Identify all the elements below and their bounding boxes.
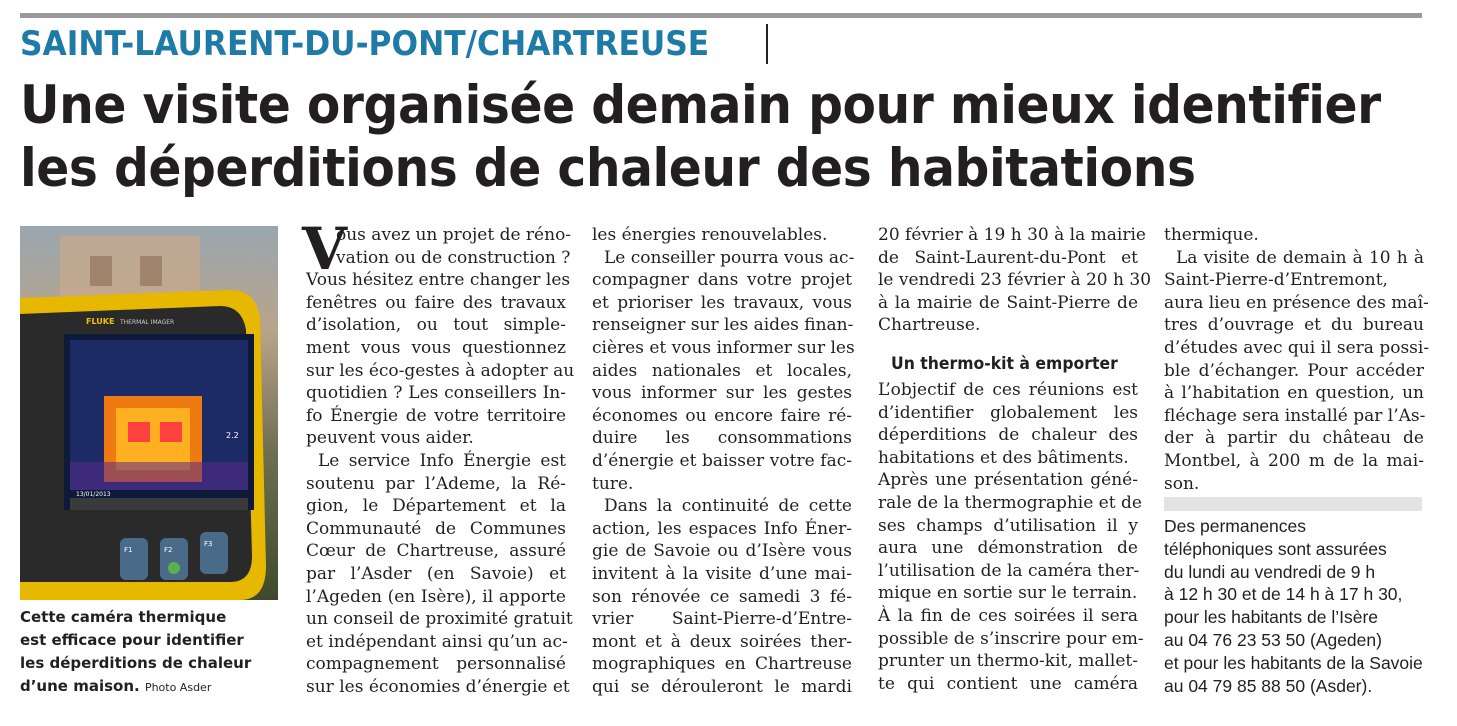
- column-3-continued: [878, 379, 1144, 695]
- top-rule: [20, 13, 1422, 18]
- text-line: vous informer sur les gestes: [592, 383, 852, 404]
- column-1: [306, 224, 575, 698]
- button-f3: F3: [204, 540, 213, 548]
- text-line: soutenu par l’Ademe, la Ré-: [306, 473, 566, 494]
- screen-date: 13/01/2013: [76, 491, 111, 498]
- camera-model: THERMAL IMAGER: [120, 319, 175, 326]
- text-line: duire les consommations: [592, 428, 852, 449]
- text-line: compagnement personnalisé: [306, 654, 566, 675]
- text-line: mique en sortie sur le terrain.: [878, 583, 1138, 604]
- info-line: Des permanences: [1164, 516, 1307, 536]
- column-4: [1164, 224, 1430, 495]
- column-2: [592, 224, 855, 698]
- text-line: qui se dérouleront le mardi: [592, 676, 852, 697]
- text-line: sur les économies d’énergie et: [306, 676, 570, 697]
- text-line: vation ou de construction ?: [336, 247, 571, 268]
- subheading: Un thermo-kit à emporter: [891, 354, 1118, 374]
- text-line: quotidien ? Les conseillers In-: [306, 383, 566, 404]
- text-line: gion, le Département et la: [306, 496, 566, 517]
- kicker: SAINT-LAURENT-DU-PONT/CHARTREUSE: [20, 24, 710, 64]
- text-line: tres d’ouvrage et du bureau: [1164, 315, 1424, 336]
- column-3: [878, 224, 1152, 337]
- text-line: fléchage sera installé par l’As-: [1164, 405, 1426, 426]
- text-line: rale de la thermographie et de: [878, 492, 1142, 513]
- text-line: peuvent vous aider.: [306, 428, 474, 449]
- text-line: mont et à deux soirées ther-: [592, 631, 852, 652]
- camera-brand: FLUKE: [86, 317, 115, 326]
- text-line: ble d’échanger. Pour accéder: [1164, 360, 1424, 381]
- headline-line: Une visite organisée demain pour mieux identifier: [20, 75, 1381, 136]
- thermal-camera-illustration: [20, 226, 278, 600]
- photo-credit: Photo Asder: [144, 681, 212, 694]
- text-line: La visite de demain à 10 h à: [1176, 247, 1424, 268]
- text-line: Le service Info Énergie est: [318, 450, 566, 471]
- text-line: Dans la continuité de cette: [604, 496, 852, 517]
- screen-value: 2.2: [226, 431, 239, 440]
- text-line: son rénovée ce samedi 3 fé-: [592, 586, 852, 607]
- text-line: ment vous vous questionnez: [306, 337, 566, 358]
- text-line: aura lieu en présence des maî-: [1164, 292, 1429, 313]
- text-line: Vous hésitez entre changer les: [306, 270, 571, 291]
- button-f2: F2: [164, 546, 173, 554]
- caption-line: [20, 675, 282, 699]
- text-line: thermique.: [1164, 225, 1259, 245]
- text-line: Cœur de Chartreuse, assuré: [306, 541, 566, 562]
- text-line: les énergies renouvelables.: [592, 225, 828, 245]
- text-line: gie de Savoie ou d’Isère vous: [592, 541, 852, 562]
- caption-line: Cette caméra thermique: [20, 608, 227, 626]
- button-f1: F1: [124, 546, 133, 554]
- text-line: à la mairie de Saint-Pierre de: [878, 292, 1138, 313]
- text-line: renseigner sur les aides finan-: [592, 315, 854, 336]
- text-line: 20 février à 19 h 30 à la mairie: [878, 225, 1146, 245]
- info-box-rule: [1164, 497, 1422, 511]
- text-line: cières et vous informer sur les: [592, 337, 855, 358]
- text-line: L’objectif de ces réunions est: [878, 380, 1138, 400]
- kicker-divider: [766, 24, 768, 64]
- text-line: vrier Saint-Pierre-d’Entre-: [592, 609, 852, 630]
- headline-line: les déperditions de chaleur des habitations: [20, 138, 1196, 199]
- text-line: et indépendant ainsi qu’un ac-: [306, 631, 568, 652]
- text-line: te qui contient une caméra: [878, 673, 1138, 694]
- text-line: Montbel, à 200 m de la mai-: [1164, 450, 1424, 471]
- text-line: compagner dans votre projet: [592, 270, 852, 291]
- info-line: téléphoniques sont assurées: [1164, 538, 1387, 559]
- text-line: Chartreuse.: [878, 315, 981, 336]
- text-line: d’énergie et baisser votre fac-: [592, 450, 852, 471]
- info-box: [1164, 515, 1424, 697]
- text-line: son.: [1164, 473, 1200, 494]
- text-line: et prioriser les travaux, vous: [592, 292, 852, 313]
- text-line: prunter un thermo-kit, mallet-: [878, 651, 1138, 672]
- text-line: ture.: [592, 473, 634, 494]
- text-line: d’isolation, ou tout simple-: [306, 315, 566, 336]
- text-line: le vendredi 23 février à 20 h 30: [878, 270, 1152, 291]
- info-line: au 04 76 23 53 50 (Ageden): [1164, 629, 1382, 650]
- text-line: un conseil de proximité gratuit: [306, 609, 573, 630]
- info-line: du lundi au vendredi de 9 h: [1164, 561, 1376, 582]
- info-line: et pour les habitants de la Savoie: [1164, 652, 1423, 673]
- text-line: action, les espaces Info Éner-: [592, 518, 852, 539]
- text-line: Après une présentation géné-: [878, 470, 1138, 491]
- text-line: de Saint-Laurent-du-Pont et: [878, 247, 1138, 268]
- text-line: mographiques en Chartreuse: [592, 654, 852, 675]
- text-line: déperditions de chaleur des: [878, 425, 1138, 446]
- text-line: d’études avec qui il sera possi-: [1164, 337, 1430, 358]
- caption-line: est efficace pour identifier: [20, 631, 244, 649]
- text-line: Le conseiller pourra vous ac-: [604, 247, 855, 268]
- info-line: à 12 h 30 et de 14 h à 17 h 30,: [1164, 584, 1403, 605]
- text-line: l’utilisation de la caméra ther-: [878, 560, 1140, 581]
- text-line: ous avez un projet de réno-: [336, 225, 572, 245]
- text-line: d’identifier globalement les: [878, 402, 1138, 423]
- text-line: À la fin de ces soirées il sera: [878, 605, 1138, 626]
- text-line: par l’Asder (en Savoie) et: [306, 563, 566, 584]
- text-line: sur les éco-gestes à adopter au: [306, 360, 575, 381]
- caption-line-text: d’une maison.: [20, 677, 140, 695]
- text-line: Communauté de Communes: [306, 518, 566, 539]
- text-line: invitent à la visite d’une mai-: [592, 563, 852, 584]
- text-line: ses champs d’utilisation il y: [878, 515, 1138, 536]
- thermal-camera-photo: [20, 226, 278, 600]
- info-line: au 04 79 85 88 50 (Asder).: [1164, 675, 1373, 696]
- text-line: possible de s’inscrire pour em-: [878, 628, 1144, 649]
- headline: [20, 74, 1381, 200]
- text-line: der à partir du château de: [1164, 428, 1424, 449]
- text-line: Saint-Pierre-d’Entremont,: [1164, 270, 1388, 291]
- text-line: à l’habitation en question, un: [1164, 383, 1424, 404]
- photo-caption: [20, 606, 282, 699]
- text-line: économes ou encore faire ré-: [592, 405, 852, 426]
- text-line: habitations et des bâtiments.: [878, 447, 1129, 468]
- text-line: aides nationales et locales,: [592, 360, 852, 381]
- caption-line: les déperditions de chaleur: [20, 654, 252, 672]
- info-line: pour les habitants de l’Isère: [1164, 607, 1379, 628]
- dropcap: V: [302, 215, 348, 283]
- text-line: fo Énergie de votre territoire: [306, 405, 566, 426]
- text-line: l’Ageden (en Isère), il apporte: [306, 586, 566, 607]
- text-line: aura une démonstration de: [878, 538, 1138, 559]
- text-line: fenêtres ou faire des travaux: [306, 292, 566, 313]
